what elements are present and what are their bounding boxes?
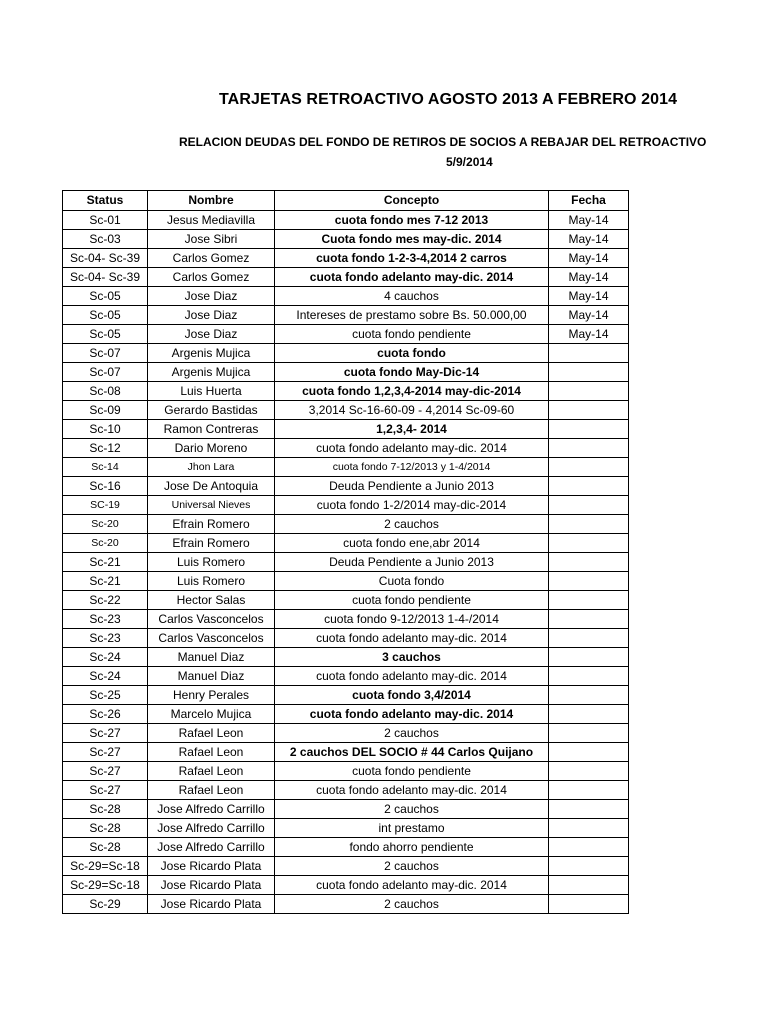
- fecha-cell: [549, 743, 629, 762]
- status-cell: Sc-28: [63, 800, 148, 819]
- table-row: [63, 325, 629, 344]
- fecha-cell: [549, 800, 629, 819]
- table-row: [63, 439, 629, 458]
- concepto-cell: cuota fondo 1-2-3-4,2014 2 carros: [275, 249, 549, 268]
- table-row: [63, 629, 629, 648]
- status-cell: Sc-29=Sc-18: [63, 857, 148, 876]
- nombre-cell: Jose Diaz: [148, 287, 275, 306]
- nombre-cell: Jose Alfredo Carrillo: [148, 838, 275, 857]
- concepto-cell: cuota fondo 9-12/2013 1-4-/2014: [275, 610, 549, 629]
- table-row: [63, 534, 629, 553]
- status-cell: Sc-16: [63, 477, 148, 496]
- table-row: [63, 705, 629, 724]
- nombre-cell: Rafael Leon: [148, 762, 275, 781]
- status-cell: Sc-28: [63, 838, 148, 857]
- nombre-cell: Carlos Gomez: [148, 268, 275, 287]
- nombre-cell: Hector Salas: [148, 591, 275, 610]
- status-cell: Sc-22: [63, 591, 148, 610]
- fecha-cell: [549, 382, 629, 401]
- nombre-cell: Luis Huerta: [148, 382, 275, 401]
- concepto-cell: cuota fondo adelanto may-dic. 2014: [275, 705, 549, 724]
- fecha-cell: [549, 553, 629, 572]
- status-cell: Sc-20: [63, 534, 148, 553]
- status-cell: Sc-04- Sc-39: [63, 249, 148, 268]
- table-row: [63, 857, 629, 876]
- status-cell: Sc-09: [63, 401, 148, 420]
- fecha-cell: May-14: [549, 268, 629, 287]
- concepto-cell: 2 cauchos DEL SOCIO # 44 Carlos Quijano: [275, 743, 549, 762]
- status-cell: SC-19: [63, 496, 148, 515]
- table-row: [63, 401, 629, 420]
- fecha-cell: [549, 629, 629, 648]
- nombre-cell: Marcelo Mujica: [148, 705, 275, 724]
- nombre-cell: Manuel Diaz: [148, 667, 275, 686]
- nombre-cell: Jose Ricardo Plata: [148, 876, 275, 895]
- fecha-cell: [549, 876, 629, 895]
- status-cell: Sc-03: [63, 230, 148, 249]
- table-row: [63, 895, 629, 914]
- nombre-cell: Ramon Contreras: [148, 420, 275, 439]
- document-date: 5/9/2014: [446, 155, 493, 169]
- concepto-cell: cuota fondo pendiente: [275, 325, 549, 344]
- nombre-cell: Carlos Gomez: [148, 249, 275, 268]
- table-row: [63, 249, 629, 268]
- nombre-cell: Carlos Vasconcelos: [148, 610, 275, 629]
- status-cell: Sc-27: [63, 743, 148, 762]
- fecha-cell: [549, 477, 629, 496]
- status-cell: Sc-26: [63, 705, 148, 724]
- table-row: [63, 724, 629, 743]
- concepto-cell: cuota fondo mes 7-12 2013: [275, 211, 549, 230]
- status-cell: Sc-21: [63, 572, 148, 591]
- nombre-cell: Jhon Lara: [148, 458, 275, 477]
- status-cell: Sc-28: [63, 819, 148, 838]
- concepto-cell: cuota fondo adelanto may-dic. 2014: [275, 268, 549, 287]
- fecha-cell: [549, 686, 629, 705]
- fecha-cell: [549, 781, 629, 800]
- table-row: [63, 591, 629, 610]
- fecha-cell: [549, 838, 629, 857]
- nombre-cell: Jose Alfredo Carrillo: [148, 819, 275, 838]
- fecha-cell: [549, 591, 629, 610]
- fecha-cell: May-14: [549, 249, 629, 268]
- status-cell: Sc-10: [63, 420, 148, 439]
- debts-table: [62, 190, 629, 914]
- concepto-cell: cuota fondo 1-2/2014 may-dic-2014: [275, 496, 549, 515]
- concepto-cell: 2 cauchos: [275, 800, 549, 819]
- nombre-cell: Luis Romero: [148, 572, 275, 591]
- fecha-cell: [549, 819, 629, 838]
- table-header-row: [63, 191, 629, 211]
- nombre-cell: Jose Alfredo Carrillo: [148, 800, 275, 819]
- table-row: [63, 686, 629, 705]
- table-row: [63, 838, 629, 857]
- table-row: [63, 420, 629, 439]
- table-row: [63, 572, 629, 591]
- concepto-cell: 2 cauchos: [275, 724, 549, 743]
- table-row: [63, 344, 629, 363]
- table-row: [63, 819, 629, 838]
- status-cell: Sc-12: [63, 439, 148, 458]
- fecha-cell: [549, 762, 629, 781]
- fecha-cell: [549, 458, 629, 477]
- nombre-cell: Manuel Diaz: [148, 648, 275, 667]
- fecha-cell: [549, 610, 629, 629]
- concepto-cell: cuota fondo: [275, 344, 549, 363]
- nombre-cell: Jesus Mediavilla: [148, 211, 275, 230]
- nombre-cell: Jose Diaz: [148, 325, 275, 344]
- fecha-cell: May-14: [549, 325, 629, 344]
- column-header-concepto: Concepto: [275, 191, 549, 211]
- table-row: [63, 268, 629, 287]
- fecha-cell: May-14: [549, 287, 629, 306]
- column-header-nombre: Nombre: [148, 191, 275, 211]
- nombre-cell: Jose Ricardo Plata: [148, 857, 275, 876]
- fecha-cell: [549, 515, 629, 534]
- status-cell: Sc-05: [63, 325, 148, 344]
- fecha-cell: May-14: [549, 211, 629, 230]
- fecha-cell: [549, 344, 629, 363]
- table-row: [63, 553, 629, 572]
- table-row: [63, 363, 629, 382]
- nombre-cell: Henry Perales: [148, 686, 275, 705]
- status-cell: Sc-24: [63, 648, 148, 667]
- status-cell: Sc-23: [63, 610, 148, 629]
- status-cell: Sc-14: [63, 458, 148, 477]
- table-row: [63, 762, 629, 781]
- concepto-cell: int prestamo: [275, 819, 549, 838]
- table-row: [63, 211, 629, 230]
- table-row: [63, 800, 629, 819]
- status-cell: Sc-07: [63, 344, 148, 363]
- nombre-cell: Jose Diaz: [148, 306, 275, 325]
- nombre-cell: Argenis Mujica: [148, 344, 275, 363]
- status-cell: Sc-27: [63, 762, 148, 781]
- nombre-cell: Jose Ricardo Plata: [148, 895, 275, 914]
- table-row: [63, 743, 629, 762]
- concepto-cell: cuota fondo adelanto may-dic. 2014: [275, 781, 549, 800]
- table-row: [63, 496, 629, 515]
- concepto-cell: cuota fondo adelanto may-dic. 2014: [275, 876, 549, 895]
- fecha-cell: May-14: [549, 306, 629, 325]
- concepto-cell: cuota fondo adelanto may-dic. 2014: [275, 629, 549, 648]
- concepto-cell: cuota fondo 3,4/2014: [275, 686, 549, 705]
- document-subtitle: RELACION DEUDAS DEL FONDO DE RETIROS DE SOCIOS A REBAJAR DEL RETROACTIVO: [179, 135, 707, 149]
- nombre-cell: Gerardo Bastidas: [148, 401, 275, 420]
- fecha-cell: [549, 572, 629, 591]
- table-row: [63, 382, 629, 401]
- column-header-fecha: Fecha: [549, 191, 629, 211]
- table-row: [63, 287, 629, 306]
- table-row: [63, 667, 629, 686]
- nombre-cell: Efrain Romero: [148, 534, 275, 553]
- concepto-cell: Cuota fondo mes may-dic. 2014: [275, 230, 549, 249]
- table-row: [63, 306, 629, 325]
- status-cell: Sc-27: [63, 724, 148, 743]
- nombre-cell: Luis Romero: [148, 553, 275, 572]
- fecha-cell: [549, 667, 629, 686]
- concepto-cell: 4 cauchos: [275, 287, 549, 306]
- status-cell: Sc-08: [63, 382, 148, 401]
- concepto-cell: cuota fondo 7-12/2013 y 1-4/2014: [275, 458, 549, 477]
- status-cell: Sc-29=Sc-18: [63, 876, 148, 895]
- status-cell: Sc-23: [63, 629, 148, 648]
- nombre-cell: Efrain Romero: [148, 515, 275, 534]
- nombre-cell: Dario Moreno: [148, 439, 275, 458]
- fecha-cell: [549, 534, 629, 553]
- nombre-cell: Rafael Leon: [148, 724, 275, 743]
- nombre-cell: Jose De Antoquia: [148, 477, 275, 496]
- status-cell: Sc-20: [63, 515, 148, 534]
- table-row: [63, 515, 629, 534]
- status-cell: Sc-21: [63, 553, 148, 572]
- status-cell: Sc-27: [63, 781, 148, 800]
- fecha-cell: [549, 724, 629, 743]
- nombre-cell: Carlos Vasconcelos: [148, 629, 275, 648]
- concepto-cell: cuota fondo 1,2,3,4-2014 may-dic-2014: [275, 382, 549, 401]
- concepto-cell: Intereses de prestamo sobre Bs. 50.000,00: [275, 306, 549, 325]
- table-row: [63, 648, 629, 667]
- nombre-cell: Universal Nieves: [148, 496, 275, 515]
- nombre-cell: Jose Sibri: [148, 230, 275, 249]
- concepto-cell: cuota fondo pendiente: [275, 762, 549, 781]
- table-row: [63, 876, 629, 895]
- fecha-cell: [549, 420, 629, 439]
- concepto-cell: 2 cauchos: [275, 895, 549, 914]
- nombre-cell: Rafael Leon: [148, 781, 275, 800]
- concepto-cell: Deuda Pendiente a Junio 2013: [275, 477, 549, 496]
- status-cell: Sc-24: [63, 667, 148, 686]
- status-cell: Sc-07: [63, 363, 148, 382]
- concepto-cell: cuota fondo May-Dic-14: [275, 363, 549, 382]
- nombre-cell: Rafael Leon: [148, 743, 275, 762]
- fecha-cell: [549, 496, 629, 515]
- concepto-cell: 3,2014 Sc-16-60-09 - 4,2014 Sc-09-60: [275, 401, 549, 420]
- table-row: [63, 610, 629, 629]
- fecha-cell: [549, 857, 629, 876]
- fecha-cell: [549, 895, 629, 914]
- fecha-cell: May-14: [549, 230, 629, 249]
- status-cell: Sc-25: [63, 686, 148, 705]
- concepto-cell: cuota fondo adelanto may-dic. 2014: [275, 667, 549, 686]
- concepto-cell: 2 cauchos: [275, 515, 549, 534]
- column-header-status: Status: [63, 191, 148, 211]
- table-body: [63, 211, 629, 914]
- concepto-cell: 2 cauchos: [275, 857, 549, 876]
- status-cell: Sc-05: [63, 287, 148, 306]
- fecha-cell: [549, 401, 629, 420]
- concepto-cell: 1,2,3,4- 2014: [275, 420, 549, 439]
- fecha-cell: [549, 705, 629, 724]
- status-cell: Sc-01: [63, 211, 148, 230]
- concepto-cell: Deuda Pendiente a Junio 2013: [275, 553, 549, 572]
- fecha-cell: [549, 648, 629, 667]
- status-cell: Sc-05: [63, 306, 148, 325]
- nombre-cell: Argenis Mujica: [148, 363, 275, 382]
- fecha-cell: [549, 439, 629, 458]
- table-row: [63, 230, 629, 249]
- table-row: [63, 458, 629, 477]
- concepto-cell: cuota fondo adelanto may-dic. 2014: [275, 439, 549, 458]
- concepto-cell: cuota fondo ene,abr 2014: [275, 534, 549, 553]
- concepto-cell: fondo ahorro pendiente: [275, 838, 549, 857]
- table-row: [63, 781, 629, 800]
- table-row: [63, 477, 629, 496]
- document-title: TARJETAS RETROACTIVO AGOSTO 2013 A FEBRERO 2014: [219, 91, 678, 108]
- concepto-cell: 3 cauchos: [275, 648, 549, 667]
- status-cell: Sc-04- Sc-39: [63, 268, 148, 287]
- status-cell: Sc-29: [63, 895, 148, 914]
- concepto-cell: Cuota fondo: [275, 572, 549, 591]
- concepto-cell: cuota fondo pendiente: [275, 591, 549, 610]
- fecha-cell: [549, 363, 629, 382]
